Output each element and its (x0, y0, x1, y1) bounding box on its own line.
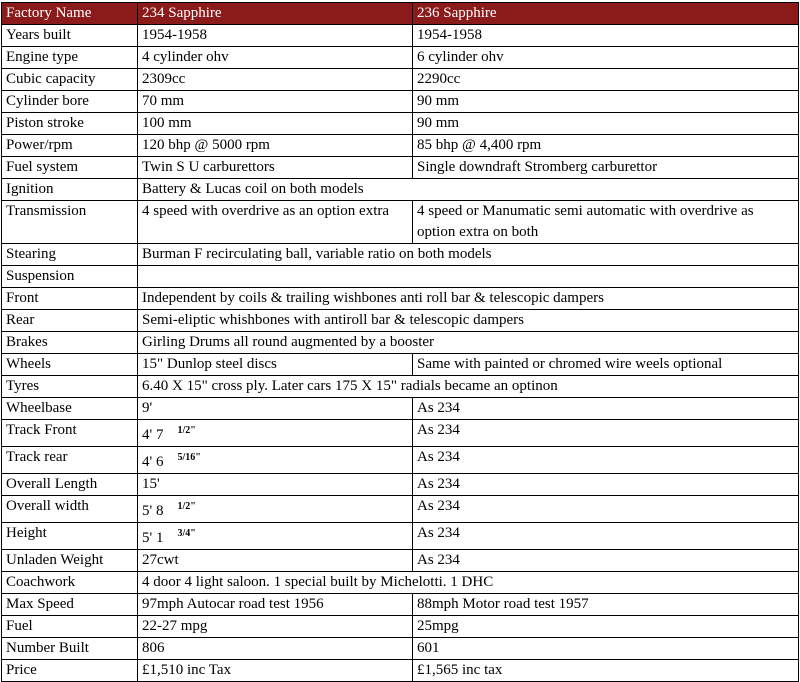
value-text-236: £1,565 inc tax (417, 662, 503, 678)
header-cell-label: Factory Name (2, 3, 138, 25)
row-label: Wheels (2, 354, 138, 376)
row-value-234 (138, 420, 413, 447)
row-value-236 (413, 201, 799, 244)
row-value-234 (138, 660, 413, 682)
value-text-234: 22-27 mpg (142, 618, 208, 634)
table-row (2, 69, 799, 91)
row-value-both: Semi-eliptic whishbones with antiroll bar & telescopic dampers (138, 310, 799, 332)
row-label: Overall width (2, 496, 138, 523)
row-value-236 (413, 447, 799, 474)
value-text-236: As 234 (417, 476, 460, 492)
value-text-236: Same with painted or chromed wire weels optional (417, 356, 723, 372)
row-value-234 (138, 523, 413, 550)
value-text-234: Twin S U carburettors (142, 159, 275, 175)
row-label: Cubic capacity (2, 69, 138, 91)
row-value-234 (138, 474, 413, 496)
row-value-234 (138, 354, 413, 376)
value-text-234: 4' 7 (142, 427, 164, 443)
row-value-236 (413, 616, 799, 638)
row-label: Engine type (2, 47, 138, 69)
value-text-236: 4 speed or Manumatic semi automatic with overdrive as option extra on both (417, 203, 754, 240)
table-row (2, 288, 799, 310)
table-row (2, 420, 799, 447)
row-value-234 (138, 616, 413, 638)
value-text-236: 601 (417, 640, 440, 656)
row-value-both: Girling Drums all round augmented by a booster (138, 332, 799, 354)
header-row (2, 3, 799, 25)
row-value-both: 4 door 4 light saloon. 1 special built by Michelotti. 1 DHC (138, 572, 799, 594)
row-value-236 (413, 91, 799, 113)
row-label: Track rear (2, 447, 138, 474)
row-label: Max Speed (2, 594, 138, 616)
row-label: Front (2, 288, 138, 310)
row-label: Tyres (2, 376, 138, 398)
row-value-234 (138, 638, 413, 660)
value-text-234: 2309cc (142, 71, 186, 87)
row-value-234 (138, 135, 413, 157)
row-label: Cylinder bore (2, 91, 138, 113)
row-value-236 (413, 420, 799, 447)
value-text-234: 97mph Autocar road test 1956 (142, 596, 324, 612)
value-text-234: 100 mm (142, 115, 192, 131)
value-text-234: 4 cylinder ohv (142, 49, 229, 65)
table-row (2, 594, 799, 616)
row-value-236 (413, 523, 799, 550)
row-value-234 (138, 25, 413, 47)
row-value-both: 6.40 X 15" cross ply. Later cars 175 X 15" radials became an optinon (138, 376, 799, 398)
value-text-236: As 234 (417, 498, 460, 514)
table-row (2, 660, 799, 682)
row-value-236 (413, 157, 799, 179)
row-label: Piston stroke (2, 113, 138, 135)
row-value-236 (413, 496, 799, 523)
row-value-both: Burman F recirculating ball, variable ratio on both models (138, 244, 799, 266)
row-value-234 (138, 201, 413, 244)
table-row (2, 332, 799, 354)
value-text-236: 88mph Motor road test 1957 (417, 596, 589, 612)
row-value-234 (138, 69, 413, 91)
table-row (2, 91, 799, 113)
row-label: Suspension (2, 266, 138, 288)
row-value-234 (138, 398, 413, 420)
fraction-superscript: 1/2" (177, 425, 196, 436)
row-value-234 (138, 113, 413, 135)
table-row (2, 157, 799, 179)
value-text-236: As 234 (417, 422, 460, 438)
value-text-236: 25mpg (417, 618, 459, 634)
header-cell-236: 236 Sapphire (413, 3, 799, 25)
table-row (2, 523, 799, 550)
value-text-234: 27cwt (142, 552, 179, 568)
fraction-superscript: 5/16" (177, 452, 201, 463)
fraction-superscript: 1/2" (177, 501, 196, 512)
table-row (2, 244, 799, 266)
value-text-234: 806 (142, 640, 165, 656)
value-text-236: As 234 (417, 525, 460, 541)
table-row (2, 179, 799, 201)
row-label: Number Built (2, 638, 138, 660)
row-value-236 (413, 594, 799, 616)
value-text-236: 6 cylinder ohv (417, 49, 504, 65)
row-value-236 (413, 69, 799, 91)
row-value-236 (413, 474, 799, 496)
row-label: Track Front (2, 420, 138, 447)
row-value-234 (138, 157, 413, 179)
value-text-234: £1,510 inc Tax (142, 662, 232, 678)
row-label: Price (2, 660, 138, 682)
row-label: Fuel system (2, 157, 138, 179)
value-text-234: 9' (142, 400, 153, 416)
table-row (2, 447, 799, 474)
row-label: Fuel (2, 616, 138, 638)
row-value-both: Independent by coils & trailing wishbones anti roll bar & telescopic dampers (138, 288, 799, 310)
table-row (2, 572, 799, 594)
table-row (2, 376, 799, 398)
table-row (2, 201, 799, 244)
table-row (2, 354, 799, 376)
fraction-superscript: 3/4" (177, 528, 196, 539)
row-value-234 (138, 550, 413, 572)
row-label: Ignition (2, 179, 138, 201)
row-value-234 (138, 91, 413, 113)
row-label: Overall Length (2, 474, 138, 496)
row-label: Power/rpm (2, 135, 138, 157)
value-text-236: 90 mm (417, 115, 460, 131)
row-value-234 (138, 47, 413, 69)
value-text-236: As 234 (417, 552, 460, 568)
table-row (2, 113, 799, 135)
row-label: Coachwork (2, 572, 138, 594)
table-row (2, 638, 799, 660)
row-value-both: Battery & Lucas coil on both models (138, 179, 799, 201)
row-value-236 (413, 550, 799, 572)
table-row (2, 474, 799, 496)
row-value-234 (138, 447, 413, 474)
spec-table (1, 2, 799, 682)
table-row (2, 25, 799, 47)
row-value-236 (413, 25, 799, 47)
value-text-236: 90 mm (417, 93, 460, 109)
row-value-234 (138, 496, 413, 523)
row-value-236 (413, 398, 799, 420)
value-text-234: 70 mm (142, 93, 185, 109)
row-label: Stearing (2, 244, 138, 266)
value-text-236: Single downdraft Stromberg carburettor (417, 159, 658, 175)
value-text-236: As 234 (417, 400, 460, 416)
table-row (2, 135, 799, 157)
value-text-234: 4' 6 (142, 454, 164, 470)
value-text-234: 15' (142, 476, 160, 492)
row-label: Brakes (2, 332, 138, 354)
row-value-236 (413, 354, 799, 376)
value-text-236: 1954-1958 (417, 27, 482, 43)
row-label: Years built (2, 25, 138, 47)
table-row (2, 266, 799, 288)
table-row (2, 616, 799, 638)
value-text-236: 85 bhp @ 4,400 rpm (417, 137, 542, 153)
header-cell-234: 234 Sapphire (138, 3, 413, 25)
row-value-236 (413, 47, 799, 69)
row-value-236 (413, 135, 799, 157)
row-label: Unladen Weight (2, 550, 138, 572)
row-value-both (138, 266, 799, 288)
row-value-236 (413, 113, 799, 135)
table-row (2, 496, 799, 523)
value-text-234: 15" Dunlop steel discs (142, 356, 277, 372)
table-row (2, 310, 799, 332)
row-value-234 (138, 594, 413, 616)
value-text-236: 2290cc (417, 71, 461, 87)
table-row (2, 47, 799, 69)
row-value-236 (413, 660, 799, 682)
table-row (2, 398, 799, 420)
value-text-234: 5' 1 (142, 530, 164, 546)
value-text-234: 4 speed with overdrive as an option extra (142, 203, 390, 219)
row-label: Wheelbase (2, 398, 138, 420)
value-text-234: 1954-1958 (142, 27, 207, 43)
row-label: Height (2, 523, 138, 550)
row-label: Transmission (2, 201, 138, 244)
value-text-234: 120 bhp @ 5000 rpm (142, 137, 270, 153)
row-value-236 (413, 638, 799, 660)
value-text-236: As 234 (417, 449, 460, 465)
row-label: Rear (2, 310, 138, 332)
table-row (2, 550, 799, 572)
value-text-234: 5' 8 (142, 503, 164, 519)
